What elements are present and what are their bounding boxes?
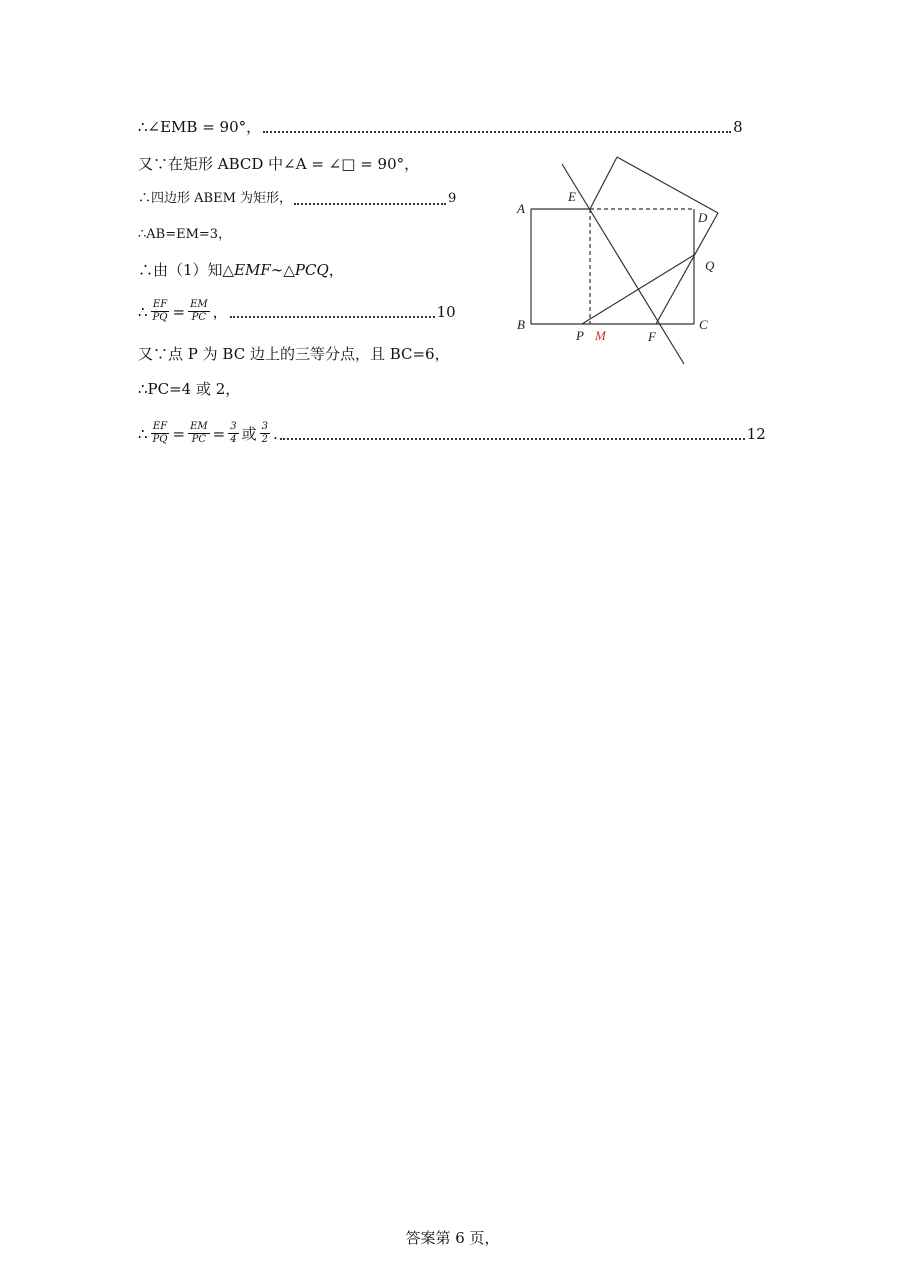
fraction-numerator: 3 — [261, 421, 268, 432]
equals-sign: = — [172, 302, 186, 321]
leader-dots — [280, 438, 745, 440]
score-8: 8 — [733, 118, 743, 136]
or-word: 或 — [241, 424, 257, 443]
therefore-symbol: ∴ — [138, 302, 148, 321]
line-5-suffix: ， — [328, 261, 344, 279]
equals-sign: = — [172, 424, 186, 443]
fraction-denominator: PQ — [152, 312, 168, 323]
fraction-denominator: 4 — [230, 434, 237, 445]
score-9: 9 — [448, 191, 457, 206]
fraction-3-4 — [228, 421, 238, 446]
line-9 — [138, 421, 766, 446]
label-m: M — [595, 328, 606, 343]
fraction-em-pc — [188, 299, 210, 324]
line-4 — [138, 225, 231, 245]
fraction-ef-pq — [151, 421, 170, 446]
segment-p-q — [582, 255, 694, 324]
line-2 — [138, 154, 419, 174]
fraction-denominator: 2 — [261, 434, 268, 445]
period: . — [272, 424, 278, 443]
label-e: E — [568, 189, 576, 204]
leader-dots — [294, 203, 446, 205]
line-6 — [138, 299, 456, 324]
label-c: C — [699, 317, 708, 332]
fraction-denominator: PC — [191, 312, 207, 323]
line-7-text: 又∵点 P 为 BC 边上的三等分点，且 BC=6， — [138, 345, 450, 363]
label-q: Q — [705, 258, 715, 273]
line-3-text: ∴四边形 ABEM 为矩形， — [138, 191, 293, 206]
label-f: F — [648, 329, 656, 344]
line-5 — [138, 260, 344, 280]
score-12: 12 — [746, 424, 766, 443]
label-a: A — [517, 201, 525, 216]
label-b: B — [517, 317, 525, 332]
fraction-numerator: 3 — [230, 421, 237, 432]
fraction-ef-pq — [151, 299, 170, 324]
page-footer: 答案第 6 页， — [405, 1229, 500, 1247]
line-8-text: ∴PC=4 或 2， — [138, 380, 241, 398]
line-3 — [138, 189, 456, 209]
label-p: P — [576, 328, 584, 343]
similarity-expression: △EMF∼△PCQ — [222, 261, 329, 279]
fraction-numerator: EM — [190, 299, 208, 310]
fraction-denominator: PQ — [152, 434, 168, 445]
line-4-text: ∴AB=EM=3， — [138, 227, 232, 242]
fraction-3-2 — [260, 421, 270, 446]
line-2-text: 又∵在矩形 ABCD 中∠A = ∠□ = 90°， — [138, 155, 420, 173]
line-1-text: ∴∠EMB = 90°， — [138, 118, 262, 136]
fraction-numerator: EF — [152, 421, 168, 432]
segment-e-top — [590, 157, 617, 209]
leader-dots — [230, 316, 435, 318]
line-7 — [138, 344, 450, 364]
geometry-figure — [505, 150, 735, 375]
comma: ， — [212, 302, 228, 321]
label-d: D — [698, 210, 708, 225]
score-10: 10 — [436, 302, 456, 321]
therefore-symbol: ∴ — [138, 424, 148, 443]
fraction-denominator: PC — [191, 434, 207, 445]
leader-dots — [263, 131, 731, 133]
line-1 — [138, 117, 743, 137]
line-5-prefix: ∴由（1）知 — [138, 261, 223, 279]
segment-top-right — [617, 157, 718, 213]
fraction-numerator: EM — [190, 421, 208, 432]
line-8 — [138, 379, 240, 399]
fraction-em-pc — [188, 421, 210, 446]
equals-sign: = — [212, 424, 226, 443]
fraction-numerator: EF — [152, 299, 168, 310]
